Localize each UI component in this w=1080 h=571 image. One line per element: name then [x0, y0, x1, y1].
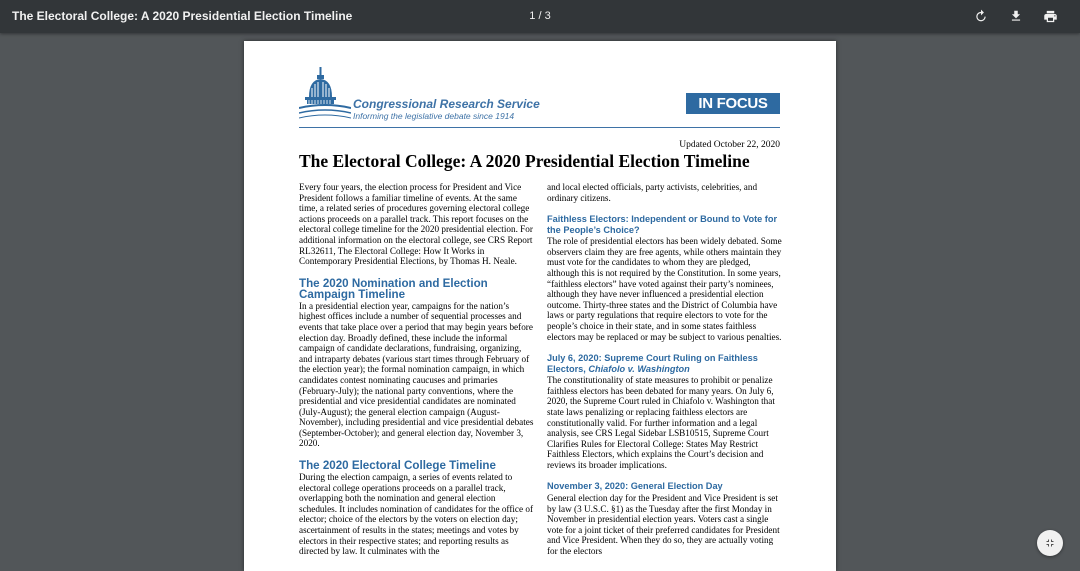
page-indicator[interactable]: 1 / 3 — [529, 10, 551, 22]
org-name: Congressional Research Service — [353, 97, 540, 111]
crs-logo — [299, 67, 351, 128]
faithless-electors-paragraph: The role of presidential electors has been widely debated. Some observers claim they are free agents, while others maintain they must vote for the candidates to whom they are pledged, although this is not required by the Constitution. In some years, “faithless electors” have voted against their party’s nominees, although they have never influenced a presidential election outcome. Thirty-three states and the District of Columbia have laws or party regulations that require electors to vote for the people’s choice in their state, and in some states faithless electors may be replaced or may be subject to various penalties. — [547, 236, 782, 342]
case-name: Chiafolo v. Washington — [588, 363, 690, 374]
rotate-button[interactable] — [968, 4, 994, 28]
pdf-page — [244, 41, 836, 571]
section-heading-supreme-court — [547, 353, 782, 374]
nomination-paragraph: In a presidential election year, campaigns for the nation’s highest offices include a number of sequential processes and events that take place over a period that may begin years before election day. Broadly defined, these include the informal campaign of candidate declarations, fundraising, organizing, and intraparty debates (various start times through February of the election year); the formal nomination campaign, in which candidates contest nominating caucuses and primaries (February-July); the national party conventions, where the presidential and vice presidential candidates are nominated (July-August); the general election campaign (August-November), including presidential and vice presidential debates (September-October); and general election day, November 3, 2020. — [299, 300, 534, 449]
org-tagline: Informing the legislative debate since 1914 — [353, 111, 515, 121]
left-column — [299, 182, 534, 557]
document-title: The Electoral College: A 2020 Presidential Election Timeline — [12, 9, 353, 23]
print-icon — [1043, 9, 1058, 24]
capitol-dome-icon — [299, 67, 351, 123]
in-focus-badge: IN FOCUS — [686, 93, 780, 114]
download-icon — [1009, 9, 1023, 23]
section-heading-faithless-electors: Faithless Electors: Independent or Bound to Vote for the People’s Choice? — [547, 214, 778, 235]
right-column — [547, 182, 782, 557]
electoral-college-paragraph: During the election campaign, a series of events related to electoral college operations proceeds on a parallel track, overlapping both the nomination and general election schedules. It includes nomination of candidates for the office of elector; choice of the electors by the voters on election day; ascertainment of results in the states; meetings and votes by electors in their respective states; and reporting results as directed by law. It culminates with the — [299, 472, 534, 557]
continued-paragraph: and local elected officials, party activists, celebrities, and ordinary citizens. — [547, 182, 758, 203]
section-heading-supreme-court-text: July 6, 2020: Supreme Court Ruling on Faithless Electors, — [547, 353, 758, 374]
exit-fit-icon — [1044, 537, 1056, 549]
intro-paragraph: Every four years, the election process for President and Vice President follows a familiar timeline of events. At the same time, a related series of procedures governing electoral college actions proceeds on a parallel track. This report focuses on the electoral college timeline for the 2020 presidential election. For additional information on the electoral college, see CRS Report RL32611, The Electoral College: How It Works in Contemporary Presidential Elections, by Thomas H. Neale. — [299, 182, 533, 267]
page-title: The Electoral College: A 2020 Presidential Election Timeline — [299, 151, 750, 171]
updated-date: Updated October 22, 2020 — [679, 140, 780, 150]
section-heading-election-day: November 3, 2020: General Election Day — [547, 481, 723, 492]
section-heading-electoral-college: The 2020 Electoral College Timeline — [299, 459, 496, 473]
viewer-toolbar — [0, 0, 1080, 33]
download-button[interactable] — [1003, 4, 1029, 28]
print-button[interactable] — [1037, 4, 1063, 28]
section-heading-nomination: The 2020 Nomination and Election Campaign Timeline — [299, 276, 488, 301]
supreme-court-paragraph: The constitutionality of state measures to prohibit or penalize faithless electors has been debated for many years. On July 6, 2020, the Supreme Court ruled in Chiafolo v. Washington that state laws penalizing or replacing faithless electors are constitutionally valid. For further information and a legal analysis, see CRS Legal Sidebar LSB10515, Supreme Court Clarifies Rules for Electoral College: States May Restrict Faithless Electors, which explains the Court’s decision and reviews its broader implications. — [547, 375, 775, 470]
fit-page-button[interactable] — [1037, 530, 1063, 556]
rotate-icon — [974, 9, 988, 23]
header-rule — [299, 127, 780, 128]
election-day-paragraph: General election day for the President and Vice President is set by law (3 U.S.C. §1) as the Tuesday after the first Monday in November in presidential election years. Voters cast a single vote for a joint ticket of their preferred candidates for President and Vice President. When they do so, they are actually voting for the electors — [547, 492, 780, 556]
